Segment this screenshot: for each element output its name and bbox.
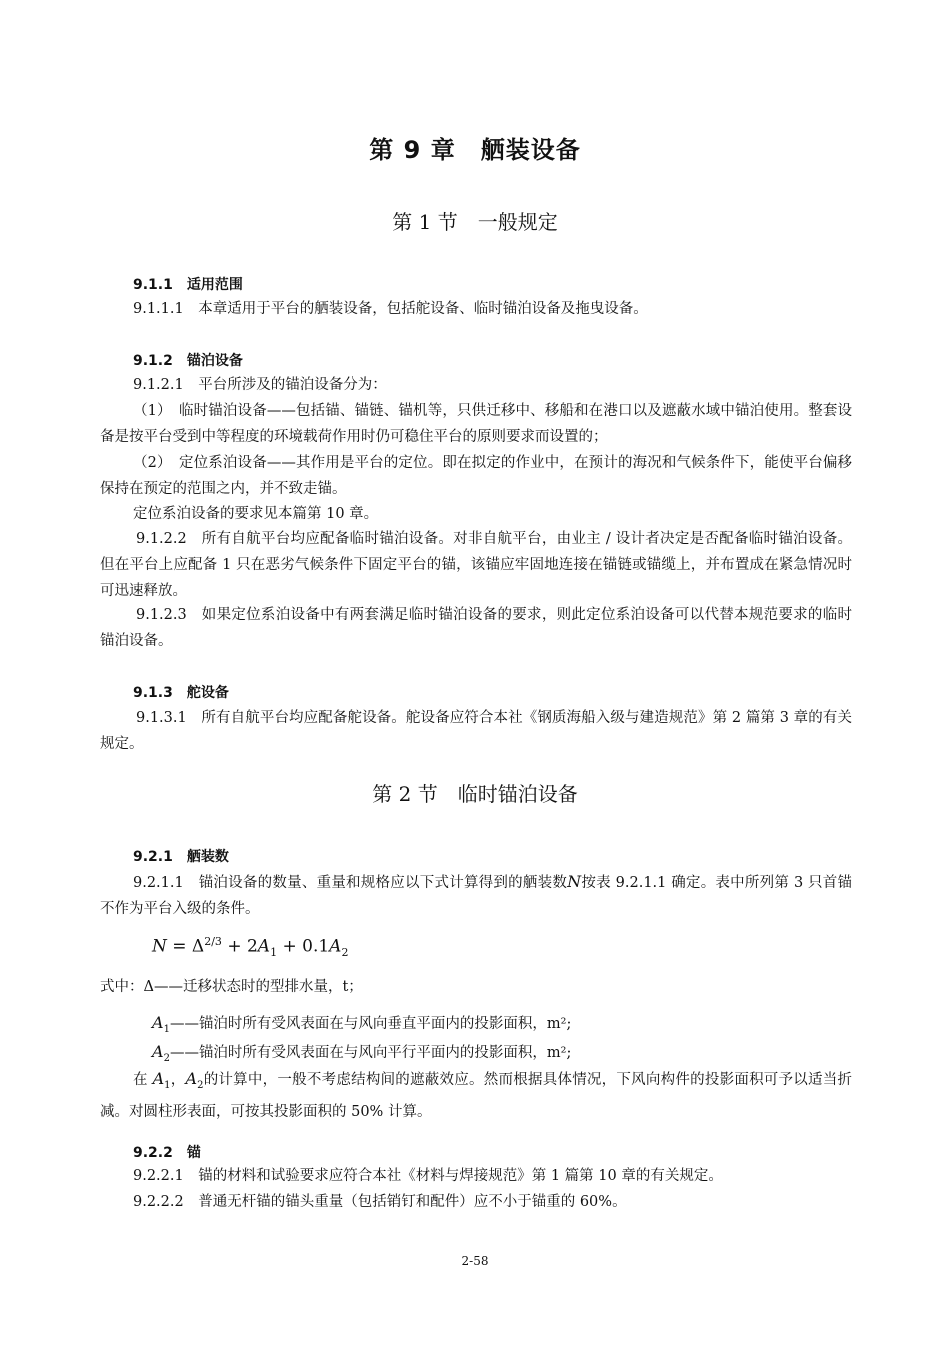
- section-title-1: 第 1 节 一般规定: [392, 210, 558, 234]
- heading-9-1-3: 9.1.3 舵设备: [133, 685, 229, 701]
- formula-legend-delta: [100, 977, 363, 997]
- outfit-number-formula: $N = \Delta^{2/3} + 2A_1 + 0.1A_2$: [152, 935, 349, 960]
- clause-9-1-2-1: 9.1.2.1 平台所涉及的锚泊设备分为：: [133, 377, 387, 393]
- clause-9-1-2-2: 9.1.2.2 所有自航平台均应配备临时锚泊设备。对非自航平台，由业主 / 设计者决定是否配备临时锚泊设备。但在平台上应配备 1 只在恶劣气候条件下固定平台的锚，该锚应牢固地连接在锚链或锚缆上，并布置成在紧急情况时可迅速释放。: [100, 531, 852, 599]
- item-temporary-mooring: （1） 临时锚泊设备——包括锚、锚链、锚机等，只供迁移中、移船和在港口以及遮蔽水域中锚泊使用。整套设备是按平台受到中等程度的环境载荷作用时仍可稳住平台的原则要求而设置的；: [100, 403, 852, 445]
- clause-9-2-2-2: 9.2.2.2 普通无杆锚的锚头重量（包括销钉和配件）应不小于锚重的 60%。: [133, 1194, 627, 1210]
- item-positional-mooring: （2） 定位系泊设备——其作用是平台的定位。即在拟定的作业中，在预计的海况和气候条件下，能使平台偏移保持在预定的范围之内，并不致走锚。: [100, 455, 852, 497]
- formula-legend-a2: $A_2——$锚泊时所有受风表面在与风向平行平面内的投影面积，m²;: [152, 1042, 572, 1064]
- heading-9-1-2: 9.1.2 锚泊设备: [133, 353, 243, 369]
- heading-9-2-2: 9.2.2 锚: [133, 1145, 201, 1161]
- clause-9-1-1-1: 9.1.1.1 本章适用于平台的舾装设备，包括舵设备、临时锚泊设备及拖曳设备。: [133, 301, 648, 317]
- heading-9-2-1: 9.2.1 舾装数: [133, 849, 229, 865]
- where-label: 式中：: [100, 979, 144, 995]
- delta-definition: Δ——迁移状态时的型排水量，t；: [143, 979, 363, 995]
- a1-definition: ——锚泊时所有受风表面在与风向垂直平面内的投影面积，m²;: [169, 1016, 572, 1032]
- symbol-N: N: [567, 872, 582, 891]
- clause-9-2-2-1: 9.2.2.1 锚的材料和试验要求应符合本社《材料与焊接规范》第 1 篇第 10 章的有关规定。: [133, 1168, 723, 1184]
- item-positional-note: 定位系泊设备的要求见本篇第 10 章。: [133, 506, 379, 522]
- a2-definition: ——锚泊时所有受风表面在与风向平行平面内的投影面积，m²;: [169, 1045, 572, 1061]
- formula-note: 在 $A_1$，$A_2$的计算中，一般不考虑结构间的遮蔽效应。然而根据具体情况，下风向构件的投影面积可予以适当折减。对圆柱形表面，可按其投影面积的 50% 计算。: [100, 1069, 853, 1120]
- clause-9-2-1-1-part1: 9.2.1.1 锚泊设备的数量、重量和规格应以下式计算得到的舾装数: [133, 875, 568, 891]
- heading-9-1-1: 9.1.1 适用范围: [133, 277, 243, 293]
- formula-legend-a1: $A_1——$锚泊时所有受风表面在与风向垂直平面内的投影面积，m²;: [152, 1013, 572, 1035]
- clause-9-2-1-1-part2: 按表 9.2.1.1 确定。表中所列第 3 只首锚不作为平台入级的条件。: [100, 875, 852, 917]
- clause-9-1-2-3: 9.1.2.3 如果定位系泊设备中有两套满足临时锚泊设备的要求，则此定位系泊设备可以代替本规范要求的临时锚泊设备。: [100, 607, 852, 649]
- clause-9-2-1-1: [100, 869, 852, 922]
- clause-9-1-3-1: 9.1.3.1 所有自航平台均应配备舵设备。舵设备应符合本社《钢质海船入级与建造规范》第 2 篇第 3 章的有关规定。: [100, 710, 852, 752]
- chapter-title: 第 9 章 舾装设备: [369, 136, 581, 164]
- section-title-2: 第 2 节 临时锚泊设备: [372, 782, 578, 806]
- page-number: 2-58: [461, 1254, 489, 1268]
